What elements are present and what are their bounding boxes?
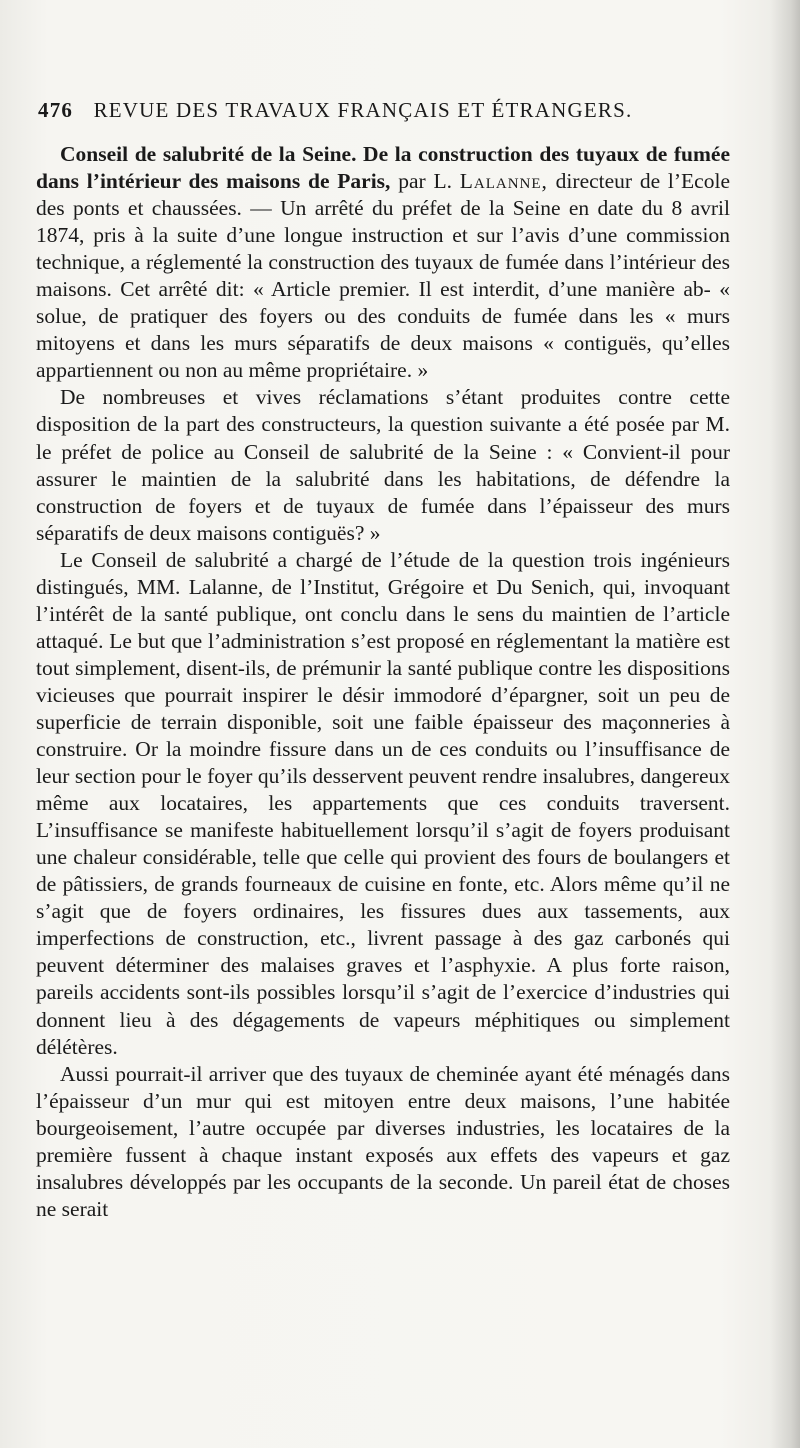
paragraph-3: Le Conseil de salubrité a chargé de l’étude de la question trois ingénieurs distingués, MM. Lalanne, de l’Institut, Grégoire et Du Senich, qui, invoquant l’intérêt de la santé publique, ont conclu dans le sens du maintien de l’article attaqué. Le but que l’administration s’est proposé en réglementant la matière est tout simplement, disent-ils, de prémunir la santé publique contre les dispositions vicieuses que pourrait inspirer le désir immodoré d’épargner, soit un peu de superficie de terrain disponible, soit une faible épaisseur des maçonneries à construire. Or la moindre fissure dans un de ces conduits ou l’insuffisance de leur section pour le foyer qu’ils desservent peuvent rendre insalubres, dangereux même aux locataires, les appartements que ces conduits traversent. L’insuffisance se manifeste habituellement lorsqu’il s’agit de foyers produisant une chaleur considérable, telle que celle qui provient des fours de boulangers et de pâtissiers, de grands fourneaux de cuisine en fonte, etc. Alors même qu’il ne s’agit que de foyers ordinaires, les fissures dues aux tassements, aux imperfections de construction, etc., livrent passage à des gaz carbonés qui peuvent déterminer des malaises graves et l’asphyxie. A plus forte raison, pareils accidents sont-ils possibles lorsqu’il s’agit de l’exercice d’industries qui donnent lieu à des dégagements de vapeurs méphitiques ou simplement délétères. [36, 547, 730, 1059]
intro-text: directeur de l’Ecole des ponts et chaussées. — Un arrêté du préfet de la Seine en date du 8 avril 1874, pris à la suite d’une longue instruction et sur l’avis d’une commission technique, a réglementé la construction des tuyaux de fumée dans l’intérieur des maisons. Cet arrêté dit: « Article premier. Il est interdit, d’une manière ab- « solue, de pratiquer des foyers ou des conduits de fumée dans les « murs mitoyens et dans les murs séparatifs de deux maisons « contiguës, qu’elles appartiennent ou non au même propriétaire. » [36, 169, 730, 383]
article-title: Conseil de salubrité de la Seine. De la construction des tuyaux de fumée dans l’intérieur des maisons de Paris, [36, 142, 730, 194]
page-edge-shadow [770, 0, 800, 1448]
paragraph-2: De nombreuses et vives réclamations s’étant produites contre cette disposition de la part des constructeurs, la question suivante a été posée par M. le préfet de police au Conseil de salubrité de la Seine : « Convient-il pour assurer le maintien de la salubrité dans les habitations, de défendre la construction de foyers et de tuyaux de fumée dans l’épaisseur des murs séparatifs de deux maisons contiguës? » [36, 385, 730, 545]
paragraph-1 [36, 141, 730, 384]
running-title: REVUE DES TRAVAUX FRANÇAIS ET ÉTRANGERS. [93, 98, 633, 122]
running-header [38, 98, 738, 123]
page-number: 476 [38, 98, 74, 122]
author-name: Lalanne, [459, 169, 548, 194]
paragraph-4: Aussi pourrait-il arriver que des tuyaux de cheminée ayant été ménagés dans l’épaisseur d’un mur qui est mitoyen entre deux maisons, l’une habitée bourgeoisement, l’autre occupée par diverses industries, les locataires de la première fussent à chaque instant exposés aux effets des vapeurs et gaz insalubres développés par les occupants de la seconde. Un pareil état de choses ne serait [36, 1061, 730, 1221]
article-body [36, 141, 730, 1223]
byline-prefix: par L. [390, 169, 460, 194]
